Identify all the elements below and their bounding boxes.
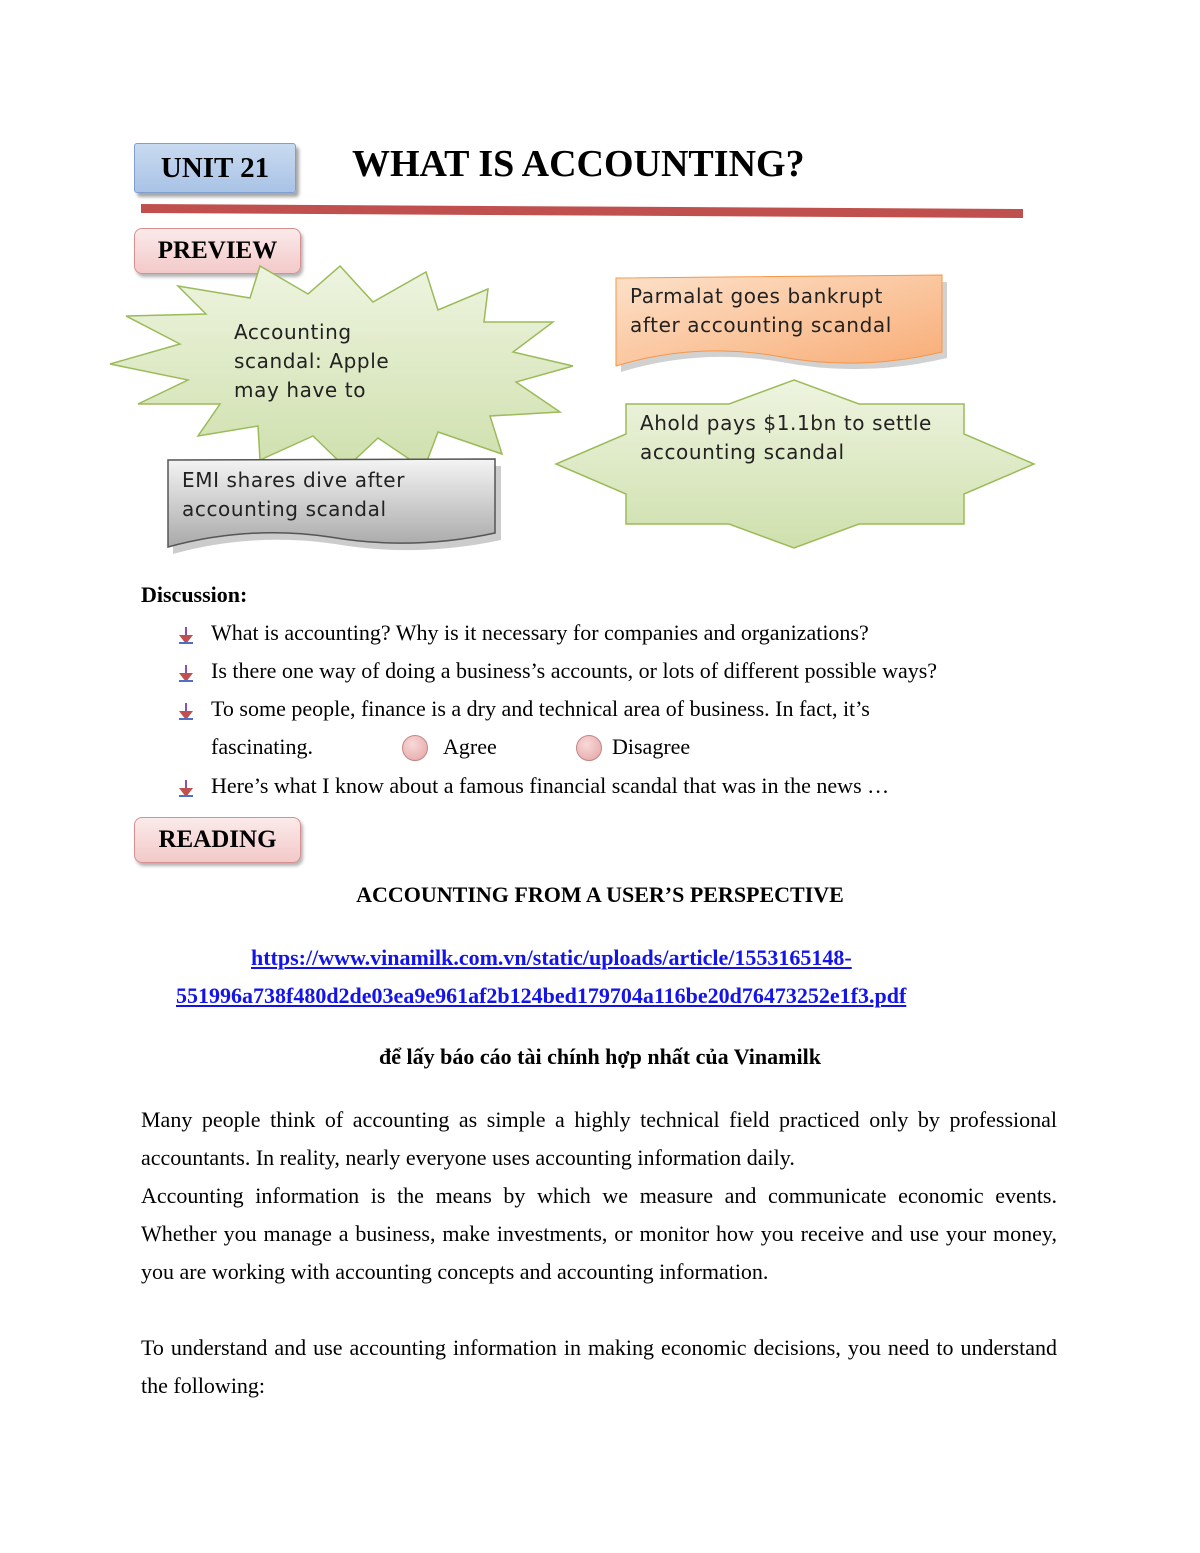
title-underline [141,203,1023,219]
agree-label: Agree [443,734,497,759]
vinamilk-report-link[interactable]: https://www.vinamilk.com.vn/static/uploads/article/1553165148- [251,945,852,970]
reading-label: READING [158,826,277,853]
vinamilk-report-link-cont[interactable]: 551996a738f480d2de03ea9e961af2b124bed179704a116be20d76473252e1f3.pdf [176,983,907,1008]
vinamilk-note: để lấy báo cáo tài chính hợp nhất của Vinamilk [379,1044,821,1069]
disagree-radio[interactable] [576,735,602,761]
reading-paragraph: Many people think of accounting as simple a highly technical field practiced only by professional accountants. In reality, nearly everyone uses accounting information daily. [141,1107,1057,1170]
reading-tag [134,817,301,863]
agree-radio[interactable] [402,735,428,761]
unit-label: UNIT 21 [160,151,270,184]
discussion-heading: Discussion: [141,582,248,607]
arrow-bullet-icon [178,703,194,721]
callout-emi-text: EMI shares dive after accounting scandal [182,468,406,521]
discussion-item: Is there one way of doing a business’s accounts, or lots of different possible ways? [211,658,938,683]
callout-ahold-text: Ahold pays $1.1bn to settle accounting scandal [640,411,932,464]
disagree-label: Disagree [612,734,691,759]
discussion-item: To some people, finance is a dry and technical area of business. In fact, it’s [211,696,870,721]
callout-parmalat-text: Parmalat goes bankrupt after accounting scandal [630,284,892,337]
unit-badge [134,143,296,193]
reading-paragraph: Accounting information is the means by which we measure and communicate economic events. Whether you manage a business, make investments, or monitor how you receive and use your money, you are working with accounting concepts and accounting information. [141,1183,1057,1284]
arrow-bullet-icon [178,780,194,798]
reading-title: ACCOUNTING FROM A USER’S PERSPECTIVE [356,882,844,907]
arrow-bullet-icon [178,627,194,645]
preview-label: PREVIEW [157,237,278,264]
callout-apple-text: Accounting scandal: Apple may have to [234,320,390,402]
arrow-bullet-icon [178,665,194,683]
discussion-item-continuation: fascinating. [211,734,314,759]
discussion-item: Here’s what I know about a famous financial scandal that was in the news … [211,773,890,798]
reading-paragraph: To understand and use accounting information in making economic decisions, you need to understand the following: [141,1335,1057,1398]
discussion-item: What is accounting? Why is it necessary for companies and organizations? [211,620,869,645]
page-title: WHAT IS ACCOUNTING? [352,143,805,185]
